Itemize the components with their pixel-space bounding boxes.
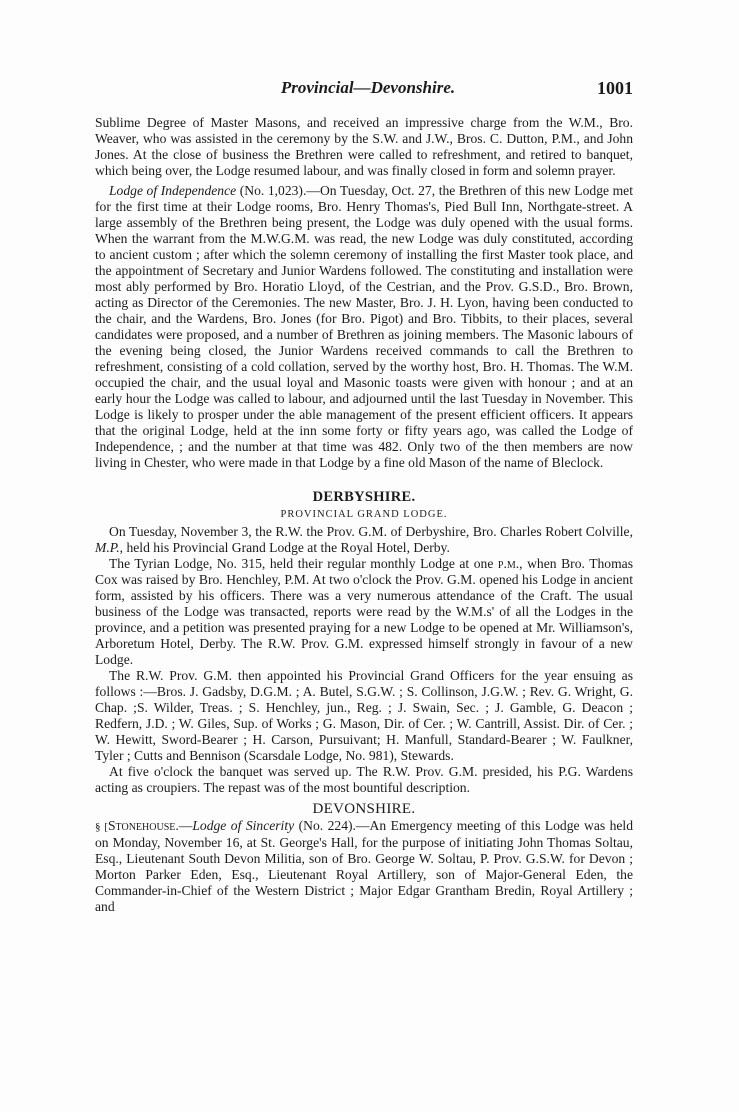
paragraph-text: On Tuesday, November 3, the R.W. the Prov. G.M. of Derbyshire, Bro. Charles Robert Colville,: [109, 524, 633, 539]
paragraph-derbyshire-1: [95, 524, 633, 556]
title-mp: M.P.: [95, 540, 120, 555]
body-text: [95, 115, 633, 915]
page-number: 1001: [597, 78, 633, 98]
paragraph-text: , held his Provincial Grand Lodge at the Royal Hotel, Derby.: [119, 540, 450, 555]
section-heading-devonshire: DEVONSHIRE.: [312, 801, 416, 817]
paragraph-text: (No. 1,023).—On Tuesday, Oct. 27, the Brethren of this new Lodge met for the first time at their Lodge rooms, Bro. Henry Thomas's, Pied Bull Inn, Northgate-street. A large assembly of the Brethren being present, the Lodge was duly opened with the usual forms. When the warrant from the M.W.G.M. was read, the new Lodge was duly constituted, according to ancient custom ; after which the solemn ceremony of installing the first Master took place, and the appointment of Secretary and Junior Wardens followed. The constituting and installation were most ably performed by Bro. Horatio Lloyd, of the Cestrian, and the Prov. G.S.D., Bro. Brown, acting as Director of the Ceremonies. The new Master, Bro. J. H. Lyon, having been conducted to the chair, and the Wardens, Bro. Jones (for Bro. Pigot) and Bro. Tibbits, to their places, several candidates were proposed, and a number of Brethren as joining members. The Masonic labours of the evening being closed, the Junior Wardens received commands to call the Brethren to refreshment, consisting of a cold collation, served by the worthy host, Bro. H. Thomas. The W.M. occupied the chair, and the usual loyal and Masonic toasts were given with honour ; and at an early hour the Lodge was called to labour, and adjourned until the last Tuesday in November. This Lodge is likely to prosper under the able management of the present efficient officers. It appears that the original Lodge, held at the inn some forty or fifty years ago, was called the Lodge of Independence, ; and the number at that time was 482. Only two of the then members are now living in Chester, who were made in that Lodge by a fine old Mason of the name of Bleclock.: [95, 183, 633, 470]
paragraph-continuation: Sublime Degree of Master Masons, and received an impressive charge from the W.M., Bro. Weaver, who was assisted in the ceremony by the S.W. and J.W., Bros. C. Dutton, P.M., and John Jones. At the close of business the Brethren were called to refreshment, and retired to banquet, which being over, the Lodge resumed labour, and was finally closed in form and solemn prayer.: [95, 115, 633, 178]
paragraph-text: , when Bro. Thomas Cox was raised by Bro. Henchley, P.M. At two o'clock the Prov. G.M. opened his Lodge in ancient form, assisted by his officers. There was a very numerous attendance of the Craft. The usual business of the Lodge was transacted, reports were read by the W.M.s' of all the Lodges in the province, and a petition was presented praying for a new Lodge to be opened at Mr. Williamson's, Arboretum Hotel, Derby. The R.W. Prov. G.M. expressed himself strongly in favour of a new Lodge.: [95, 556, 633, 667]
subheading-provincial-grand-lodge: PROVINCIAL GRAND LODGE.: [280, 509, 448, 520]
paragraph-lodge-of-independence: [95, 183, 633, 471]
section-mark: § [: [95, 821, 108, 833]
paragraph-text: The Tyrian Lodge, No. 315, held their regular monthly Lodge at one: [109, 556, 498, 571]
document-page: [95, 78, 633, 915]
lodge-name: Lodge of Sincerity: [192, 818, 295, 833]
paragraph-text: (No. 224).—An Emergency meeting of this Lodge was held on Monday, November 16, at St. George's Hall, for the purpose of initiating John Thomas Soltau, Esq., Lieutenant South Devon Militia, son of Bro. George W. Soltau, P. Prov. G.S.W. for Devon ; Morton Parker Eden, Esq., Lieutenant Royal Artillery, son of Major-General Eden, the Commander-in-Chief of the Western District ; Major Edgar Grantham Bredin, Royal Artillery ; and: [95, 818, 634, 914]
running-head-title: Provincial—Devonshire.: [280, 78, 456, 97]
place-name: Stonehouse.: [107, 818, 179, 833]
paragraph-derbyshire-3: The R.W. Prov. G.M. then appointed his Provincial Grand Officers for the year ensuing as follows :—Bros. J. Gadsby, D.G.M. ; A. Butel, S.G.W. ; S. Collinson, J.G.W. ; Rev. G. Wright, G. Chap. ;S. Wilder, Treas. ; S. Henchley, jun., Reg. ; J. Swain, Sec. ; J. Gamble, G. Deacon ; Redfern, J.D. ; W. Giles, Sup. of Works ; G. Mason, Dir. of Cer. ; W. Cantrill, Assist. Dir. of Cer. ; W. Hewitt, Sword-Bearer ; H. Carson, Pursuivant; H. Manfull, Standard-Bearer ; W. Faulkner, Tyler ; Cutts and Bennison (Scarsdale Lodge, No. 981), Stewards.: [95, 668, 633, 763]
paragraph-derbyshire-2: [95, 556, 633, 668]
paragraph-derbyshire-4: At five o'clock the banquet was served up. The R.W. Prov. G.M. presided, his P.G. Wardens acting as croupiers. The repast was of the most bountiful description.: [95, 764, 633, 795]
section-heading-derbyshire: DERBYSHIRE.: [312, 489, 416, 505]
paragraph-devonshire-1: [95, 818, 633, 915]
dash: —: [178, 818, 193, 833]
lodge-name: Lodge of Independence: [109, 183, 237, 198]
running-head: [95, 78, 633, 100]
time-pm: p.m.: [497, 556, 520, 571]
